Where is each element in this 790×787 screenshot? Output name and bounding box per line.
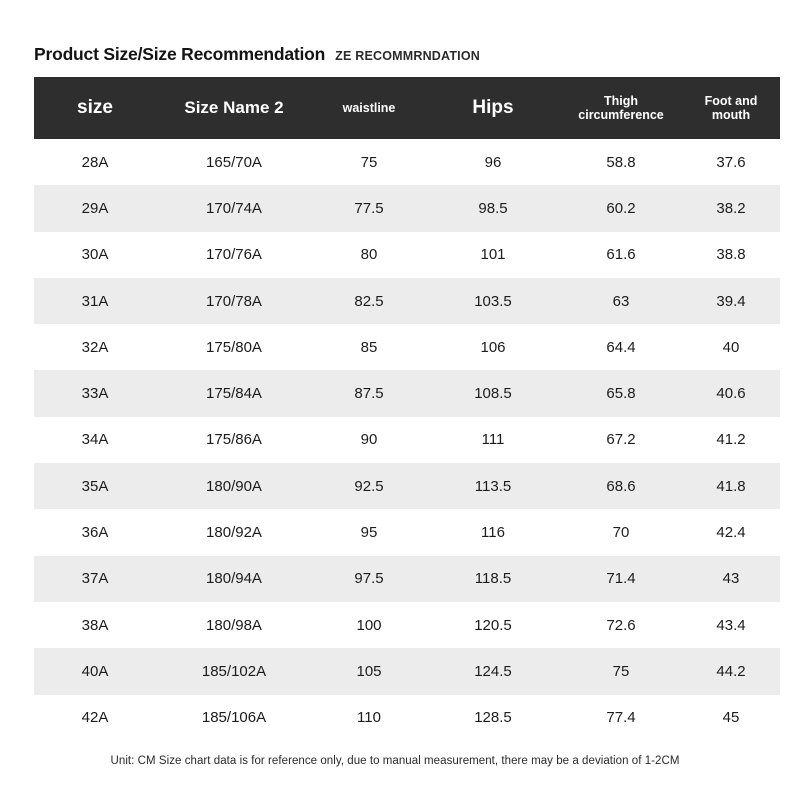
cell-thigh: 77.4 xyxy=(560,695,682,741)
cell-thigh: 70 xyxy=(560,509,682,555)
table-row xyxy=(34,463,780,509)
table-row xyxy=(34,370,780,416)
cell-thigh: 60.2 xyxy=(560,185,682,231)
cell-size: 38A xyxy=(34,602,156,648)
cell-foot: 40 xyxy=(682,324,780,370)
cell-size: 34A xyxy=(34,417,156,463)
cell-size: 42A xyxy=(34,695,156,741)
cell-thigh: 65.8 xyxy=(560,370,682,416)
cell-size-name: 175/84A xyxy=(156,370,312,416)
table-row xyxy=(34,232,780,278)
cell-hips: 98.5 xyxy=(426,185,560,231)
cell-size: 40A xyxy=(34,648,156,694)
size-table xyxy=(34,77,780,741)
cell-foot: 41.8 xyxy=(682,463,780,509)
cell-size: 33A xyxy=(34,370,156,416)
cell-thigh: 75 xyxy=(560,648,682,694)
cell-foot: 42.4 xyxy=(682,509,780,555)
table-row xyxy=(34,278,780,324)
footnote: Unit: CM Size chart data is for reference only, due to manual measurement, there may be a deviation of 1-2CM xyxy=(110,754,680,767)
cell-thigh: 67.2 xyxy=(560,417,682,463)
cell-size-name: 170/76A xyxy=(156,232,312,278)
cell-size-name: 170/74A xyxy=(156,185,312,231)
cell-hips: 116 xyxy=(426,509,560,555)
cell-size-name: 165/70A xyxy=(156,139,312,185)
column-header-hips: Hips xyxy=(426,77,560,139)
cell-waistline: 95 xyxy=(312,509,426,555)
page-title xyxy=(34,0,756,77)
cell-hips: 111 xyxy=(426,417,560,463)
cell-size-name: 180/94A xyxy=(156,556,312,602)
table-row xyxy=(34,509,780,555)
cell-waistline: 100 xyxy=(312,602,426,648)
cell-thigh: 63 xyxy=(560,278,682,324)
column-header-waistline: waistline xyxy=(312,77,426,139)
cell-foot: 40.6 xyxy=(682,370,780,416)
cell-foot: 45 xyxy=(682,695,780,741)
cell-size: 30A xyxy=(34,232,156,278)
cell-hips: 106 xyxy=(426,324,560,370)
cell-size-name: 170/78A xyxy=(156,278,312,324)
cell-size-name: 175/86A xyxy=(156,417,312,463)
cell-waistline: 82.5 xyxy=(312,278,426,324)
cell-size-name: 175/80A xyxy=(156,324,312,370)
cell-waistline: 92.5 xyxy=(312,463,426,509)
cell-waistline: 80 xyxy=(312,232,426,278)
page-title-subtitle: ZE RECOMMRNDATION xyxy=(335,49,480,63)
cell-size: 29A xyxy=(34,185,156,231)
table-row xyxy=(34,602,780,648)
page-title-main: Product Size/Size Recommendation xyxy=(34,44,326,64)
cell-hips: 124.5 xyxy=(426,648,560,694)
cell-waistline: 87.5 xyxy=(312,370,426,416)
table-row xyxy=(34,139,780,185)
table-row xyxy=(34,185,780,231)
cell-size-name: 185/106A xyxy=(156,695,312,741)
cell-thigh: 68.6 xyxy=(560,463,682,509)
column-header-size: size xyxy=(34,77,156,139)
cell-size: 36A xyxy=(34,509,156,555)
cell-foot: 38.2 xyxy=(682,185,780,231)
column-header-foot-and-mouth: Foot and mouth xyxy=(682,77,780,139)
cell-thigh: 72.6 xyxy=(560,602,682,648)
cell-foot: 38.8 xyxy=(682,232,780,278)
cell-thigh: 64.4 xyxy=(560,324,682,370)
cell-hips: 101 xyxy=(426,232,560,278)
table-row xyxy=(34,556,780,602)
cell-thigh: 58.8 xyxy=(560,139,682,185)
cell-size-name: 185/102A xyxy=(156,648,312,694)
table-header-row xyxy=(34,77,780,139)
table-row xyxy=(34,648,780,694)
table-row xyxy=(34,417,780,463)
cell-hips: 128.5 xyxy=(426,695,560,741)
cell-size: 37A xyxy=(34,556,156,602)
cell-size-name: 180/98A xyxy=(156,602,312,648)
cell-foot: 44.2 xyxy=(682,648,780,694)
cell-size: 31A xyxy=(34,278,156,324)
column-header-size-name-2: Size Name 2 xyxy=(156,77,312,139)
cell-waistline: 77.5 xyxy=(312,185,426,231)
column-header-thigh-circumference: Thigh circumference xyxy=(560,77,682,139)
cell-waistline: 85 xyxy=(312,324,426,370)
cell-waistline: 97.5 xyxy=(312,556,426,602)
cell-hips: 96 xyxy=(426,139,560,185)
cell-size: 32A xyxy=(34,324,156,370)
cell-hips: 113.5 xyxy=(426,463,560,509)
cell-waistline: 105 xyxy=(312,648,426,694)
cell-size: 35A xyxy=(34,463,156,509)
cell-waistline: 75 xyxy=(312,139,426,185)
cell-hips: 103.5 xyxy=(426,278,560,324)
cell-hips: 118.5 xyxy=(426,556,560,602)
cell-size-name: 180/90A xyxy=(156,463,312,509)
table-row xyxy=(34,695,780,741)
cell-size: 28A xyxy=(34,139,156,185)
cell-foot: 39.4 xyxy=(682,278,780,324)
table-row xyxy=(34,324,780,370)
cell-foot: 43 xyxy=(682,556,780,602)
cell-hips: 120.5 xyxy=(426,602,560,648)
cell-hips: 108.5 xyxy=(426,370,560,416)
cell-foot: 37.6 xyxy=(682,139,780,185)
cell-foot: 43.4 xyxy=(682,602,780,648)
table-body xyxy=(34,139,780,741)
table-header xyxy=(34,77,780,139)
cell-thigh: 61.6 xyxy=(560,232,682,278)
cell-thigh: 71.4 xyxy=(560,556,682,602)
cell-waistline: 110 xyxy=(312,695,426,741)
cell-size-name: 180/92A xyxy=(156,509,312,555)
cell-waistline: 90 xyxy=(312,417,426,463)
cell-foot: 41.2 xyxy=(682,417,780,463)
